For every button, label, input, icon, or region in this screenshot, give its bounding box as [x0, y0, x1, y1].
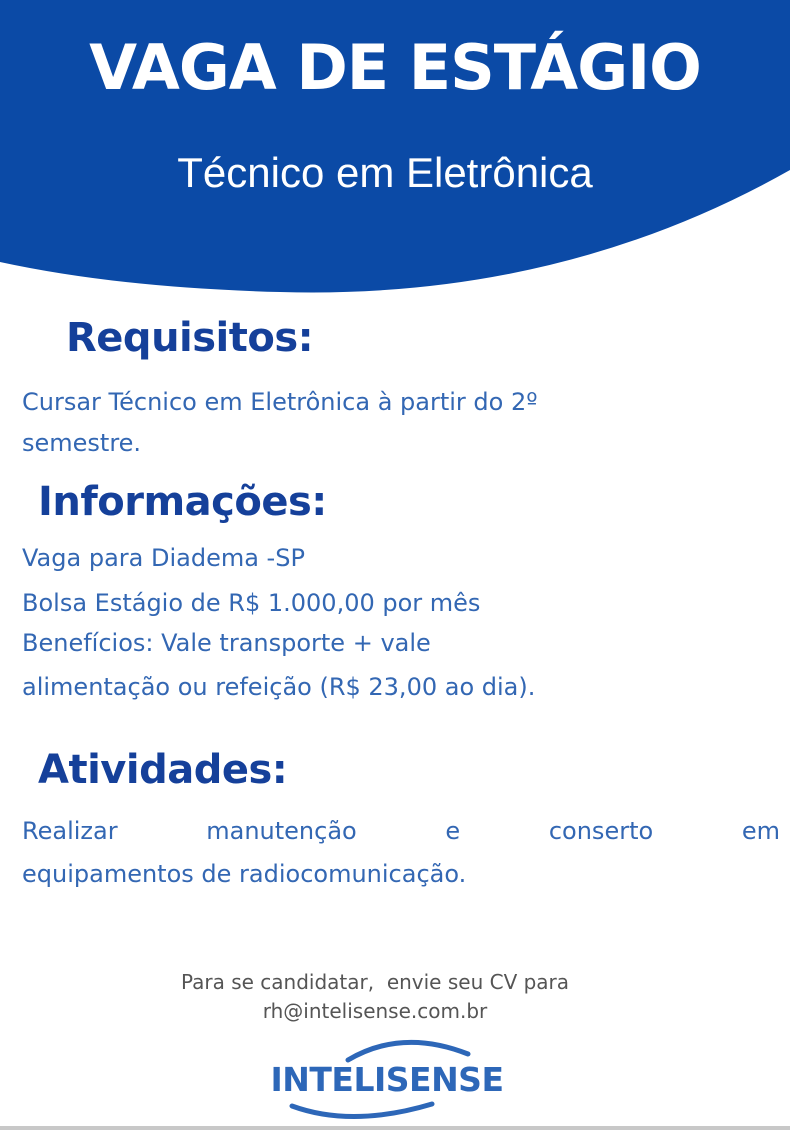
apply-instructions: [0, 968, 750, 1026]
apply-line-1: Para se candidatar, envie seu CV para: [180, 970, 570, 994]
requisitos-heading: Requisitos:: [66, 315, 314, 361]
informacoes-heading: Informações:: [38, 479, 327, 525]
page-subtitle: Técnico em Eletrônica: [177, 149, 593, 196]
atividades-word: e: [445, 817, 461, 845]
atividades-line-1: [22, 812, 780, 851]
atividades-word: Realizar: [22, 817, 118, 845]
apply-email[interactable]: rh@intelisense.com.br: [262, 999, 488, 1023]
atividades-heading: Atividades:: [38, 747, 288, 793]
requisitos-line-2: semestre.: [22, 429, 142, 457]
atividades-word: conserto: [548, 817, 654, 845]
informacoes-line-4: alimentação ou refeição (R$ 23,00 ao dia).: [22, 673, 536, 701]
logo-text: INTELISENSE: [270, 1060, 504, 1099]
page-title: VAGA DE ESTÁGIO: [89, 31, 701, 104]
atividades-word: em: [741, 817, 780, 845]
intelisense-logo: [252, 1036, 522, 1120]
requisitos-line-1: Cursar Técnico em Eletrônica à partir do 2º: [22, 388, 538, 416]
informacoes-line-3: Benefícios: Vale transporte + vale: [22, 629, 431, 657]
atividades-word: manutenção: [206, 817, 357, 845]
bottom-divider: [0, 1126, 790, 1130]
informacoes-line-1: Vaga para Diadema -SP: [22, 544, 305, 572]
atividades-line-2: equipamentos de radiocomunicação.: [22, 860, 467, 888]
informacoes-line-2: Bolsa Estágio de R$ 1.000,00 por mês: [22, 589, 481, 617]
